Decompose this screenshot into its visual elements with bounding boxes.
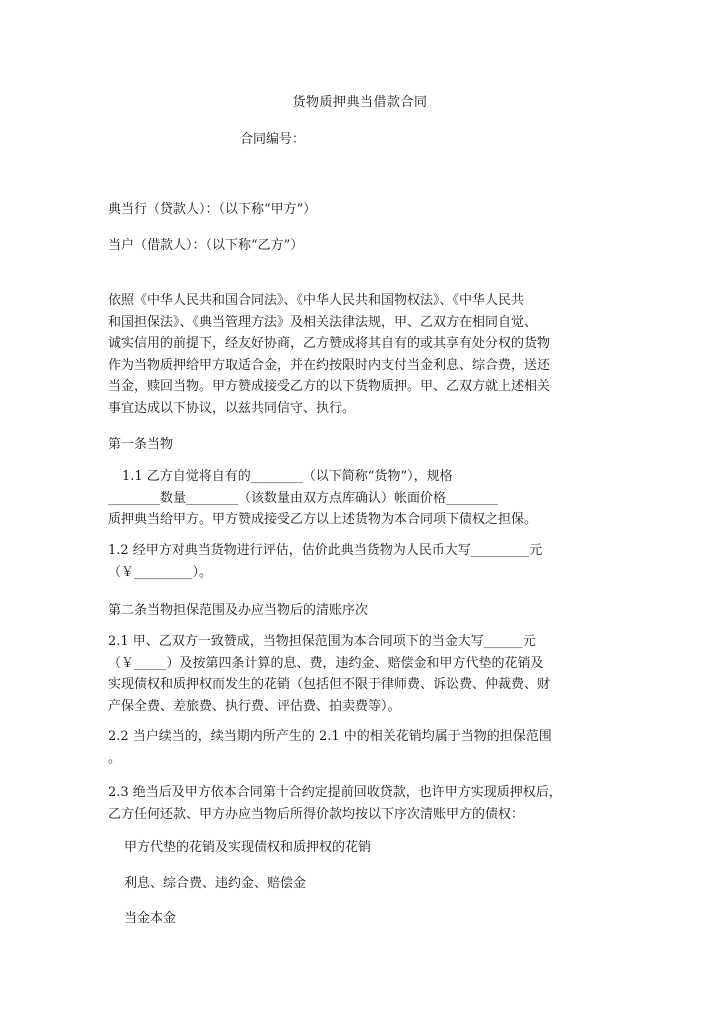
party-a-line: 典当行（贷款人）：（以下称“甲方”） [108, 202, 317, 217]
clause-line: 2.2 当户续当的，续当期内所产生的 2.1 中的相关花销均属于当物的担保范围 [108, 729, 552, 744]
preamble-line: 诚实信用的前提下，经友好协商，乙方赞成将其自有的或其享有处分权的货物 [108, 336, 551, 351]
preamble-line: 和国担保法》、《典当管理方法》及相关法律法规，甲、乙双方在相同自觉、 [108, 314, 538, 330]
preamble-paragraph [108, 290, 578, 419]
clause-line: 乙方任何还款、甲方办应当物后所得价款均按以下序次清账甲方的债权： [108, 806, 525, 822]
clause-line: 1.1 乙方自觉将自有的________（以下简称“货物”），规格 [122, 469, 453, 484]
order-item: 甲方代垫的花销及实现债权和质押权的花销 [124, 840, 372, 855]
clause-line: （￥_________）。 [108, 564, 213, 580]
preamble-line: 事宜达成以下协议，以兹共同信守、执行。 [108, 400, 356, 416]
clause-line: 实现债权和质押权而发生的花销（包括但不限于律师费、诉讼费、仲裁费、财 [108, 677, 551, 692]
clause-line: 2.1 甲、乙双方一致赞成，当物担保范围为本合同项下的当金大写______元 [108, 634, 536, 649]
clause-2-3 [108, 782, 578, 825]
clause-line: ________数量________（该数量由双方点库确认）帐面价格________ [108, 490, 499, 506]
order-item: 当金本金 [124, 911, 177, 926]
clause-line: 。 [108, 750, 122, 766]
article-1-heading: 第一条当物 [108, 437, 174, 452]
party-b-line: 当户（借款人）：（以下称“乙方”） [108, 238, 304, 253]
clause-2-2 [108, 726, 578, 769]
clause-line: 1.2 经甲方对典当货物进行评估，估价此典当货物为人民币大写_________元 [108, 543, 543, 558]
contract-number-label: 合同编号： [240, 132, 306, 147]
order-item: 利息、综合费、违约金、赔偿金 [124, 876, 307, 891]
clause-2-1 [108, 631, 578, 717]
preamble-line: 依照《中华人民共和国合同法》、《中华人民共和国物权法》、《中华人民共 [108, 293, 525, 308]
document-title: 货物质押典当借款合同 [292, 95, 428, 110]
preamble-line: 作为当物质押给甲方取适合金，并在约按限时内支付当金利息、综合费，送还 [108, 357, 551, 373]
clause-line: 质押典当给甲方。甲方赞成接受乙方以上述货物为本合同项下债权之担保。 [108, 512, 538, 527]
clause-line: 2.3 绝当后及甲方依本合同第十合约定提前回收贷款，也许甲方实现质押权后， [108, 785, 562, 800]
clause-1-2 [108, 540, 578, 583]
article-2-heading: 第二条当物担保范围及办应当物后的清账序次 [108, 603, 369, 618]
preamble-line: 当金，赎回当物。甲方赞成接受乙方的以下货物质押。甲、乙双方就上述相关 [108, 379, 551, 394]
clause-line: 产保全费、差旅费、执行费、评估费、拍卖费等）。 [108, 698, 401, 714]
clause-line: （￥_____）及按第四条计算的息、费，违约金、赔偿金和甲方代垫的花销及 [108, 655, 544, 671]
clause-1-1 [108, 466, 578, 531]
